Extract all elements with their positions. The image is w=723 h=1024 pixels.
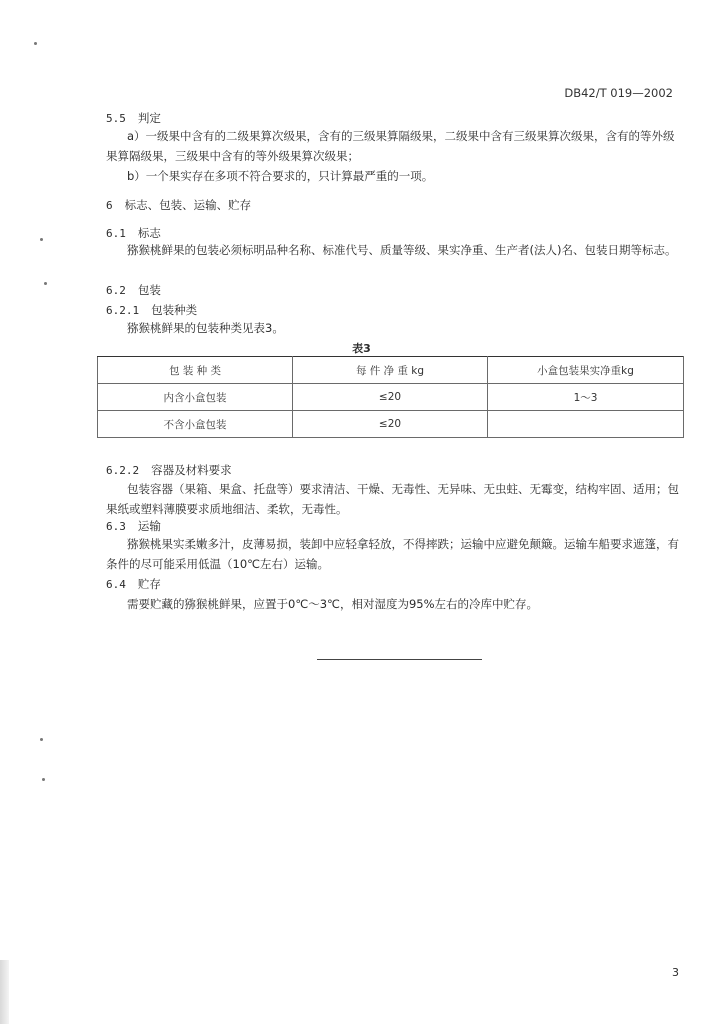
table-header-cell: 小盒包装果实净重kg [488, 357, 684, 384]
scan-speck [40, 238, 43, 241]
packaging-table [97, 356, 684, 438]
section-6-2-1-text: 猕猴桃鲜果的包装种类见表3。 [127, 321, 284, 335]
document-code: DB42/T 019—2002 [564, 86, 673, 100]
table-cell: 1～3 [488, 384, 684, 411]
section-number: 6.4 [106, 578, 126, 591]
section-6-3-heading [106, 518, 161, 534]
section-title: 贮存 [137, 577, 161, 591]
section-title: 包装种类 [151, 303, 198, 317]
section-number: 6.2 [106, 284, 126, 297]
section-6-heading [106, 197, 251, 213]
section-number: 6.2.1 [106, 304, 140, 317]
scan-speck [44, 282, 47, 285]
section-title: 包装 [137, 283, 161, 297]
scan-edge-shadow [0, 960, 9, 1024]
table-cell: 内含小盒包装 [98, 384, 293, 411]
section-6-2-2-heading [106, 462, 232, 478]
table-title: 表3 [352, 342, 371, 355]
section-5-5-item-b: b）一个果实存在多项不符合要求的，只计算最严重的一项。 [127, 169, 434, 183]
section-number: 6.3 [106, 520, 126, 533]
section-number: 5.5 [106, 112, 126, 125]
table-header-row [98, 357, 684, 384]
section-6-2-heading [106, 282, 161, 298]
table-cell: ≤20 [293, 411, 488, 438]
section-6-4-heading [106, 576, 161, 592]
section-5-5-heading [106, 110, 161, 126]
section-6-4-text: 需要贮藏的猕猴桃鲜果，应置于0℃～3℃，相对湿度为95%左右的冷库中贮存。 [127, 597, 539, 611]
scan-speck [34, 42, 37, 45]
table-cell [488, 411, 684, 438]
table-row [98, 411, 684, 438]
section-5-5-item-a: a）一级果中含有的二级果算次级果，含有的三级果算隔级果，二级果中含有三级果算次级果，含有的等外级果算隔级果，三级果中含有的等外级果算次级果； [106, 129, 675, 163]
section-title: 运输 [137, 519, 161, 533]
scan-speck [40, 738, 43, 741]
table-header-cell: 每 件 净 重 kg [293, 357, 488, 384]
section-number: 6 [106, 199, 113, 212]
section-number: 6.1 [106, 227, 126, 240]
scan-speck [42, 778, 45, 781]
section-title: 判定 [137, 111, 161, 125]
table-cell: ≤20 [293, 384, 488, 411]
section-title: 容器及材料要求 [151, 463, 232, 477]
section-6-2-2-text: 包装容器（果箱、果盒、托盘等）要求清洁、干燥、无毒性、无异味、无虫蛀、无霉变，结构牢固、适用；包果纸或塑料薄膜要求质地细洁、柔软，无毒性。 [106, 482, 679, 516]
section-6-2-1-heading [106, 302, 197, 318]
table-row [98, 384, 684, 411]
section-number: 6.2.2 [106, 464, 140, 477]
section-6-1-heading [106, 225, 161, 241]
section-6-3-text: 猕猴桃果实柔嫩多汁，皮薄易损，装卸中应轻拿轻放，不得摔跌；运输中应避免颠簸。运输车船要求遮篷，有条件的尽可能采用低温（10℃左右）运输。 [106, 537, 679, 571]
end-rule [317, 659, 482, 660]
section-6-1-text: 猕猴桃鲜果的包装必须标明品种名称、标准代号、质量等级、果实净重、生产者(法人)名、包装日期等标志。 [127, 243, 677, 257]
page-number: 3 [672, 966, 679, 979]
table-header-cell: 包 装 种 类 [98, 357, 293, 384]
table-cell: 不含小盒包装 [98, 411, 293, 438]
section-title: 标志 [137, 226, 161, 240]
section-title: 标志、包装、运输、贮存 [124, 198, 252, 212]
